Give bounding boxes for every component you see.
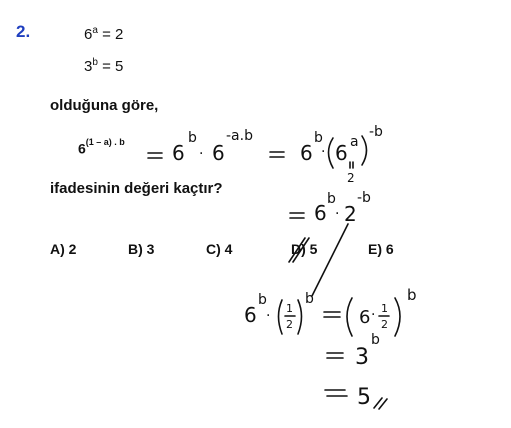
hw-exp-ab: -a.b xyxy=(226,128,253,144)
hw-6: 6 xyxy=(172,141,185,165)
answer-mark xyxy=(289,224,348,296)
hw-6d: 6 xyxy=(335,141,348,165)
hw-a: a xyxy=(350,134,359,150)
hw2-6: 6 xyxy=(314,201,327,225)
hw3-6: 6 xyxy=(244,303,257,327)
hw-b2: b xyxy=(314,130,323,146)
choice-e[interactable]: E) 6 xyxy=(368,241,394,257)
given-1-exponent: a xyxy=(92,25,98,36)
expression-base: 6 xyxy=(78,140,86,157)
hw3-dot: · xyxy=(266,308,271,324)
hw3-6b: 6 xyxy=(359,307,371,328)
given-2-exponent: b xyxy=(92,57,98,68)
handwriting-step-2 xyxy=(290,190,371,226)
hw2-b: b xyxy=(327,191,336,207)
handwriting-step-4 xyxy=(327,332,380,370)
given-1-rest: = 2 xyxy=(97,26,124,43)
hw3-den: 2 xyxy=(286,318,293,331)
hw3-b: b xyxy=(258,292,267,308)
hw2-2: 2 xyxy=(344,202,357,226)
question-stem-2: ifadesinin değeri kaçtır? xyxy=(50,180,223,197)
hw-dot2: · xyxy=(321,144,326,160)
choice-c[interactable]: C) 4 xyxy=(206,241,233,257)
hw-neg-b: -b xyxy=(369,124,383,140)
hw5-5: 5 xyxy=(357,385,371,410)
choice-d[interactable]: D) 5 xyxy=(291,241,318,257)
hw-6c: 6 xyxy=(300,141,313,165)
choice-a[interactable]: A) 2 xyxy=(50,241,77,257)
hw3-num2: 1 xyxy=(381,302,388,315)
choice-b[interactable]: B) 3 xyxy=(128,241,155,257)
given-1-base: 6 xyxy=(84,26,93,43)
handwriting-step-3 xyxy=(244,286,417,336)
hw-dot: · xyxy=(199,146,204,162)
hw-6b: 6 xyxy=(212,141,225,165)
hw-b: b xyxy=(188,130,197,146)
hw2-dot: · xyxy=(335,206,340,222)
hw2-neg-b: -b xyxy=(357,190,371,206)
handwriting-step-5 xyxy=(325,385,387,410)
handwriting-step-1 xyxy=(148,124,383,185)
hw3-dot2: · xyxy=(371,307,376,323)
hw-2-under: 2 xyxy=(347,171,355,185)
hw3-exp2: b xyxy=(407,286,417,304)
given-2-rest: = 5 xyxy=(97,58,124,75)
hw3-num: 1 xyxy=(286,302,293,315)
question-stem-1: olduğuna göre, xyxy=(50,97,159,114)
hw4-b: b xyxy=(371,332,380,348)
hw4-3: 3 xyxy=(355,345,369,370)
expression-exponent: (1 – a) . b xyxy=(85,137,125,147)
hw3-exp: b xyxy=(305,291,314,307)
given-2-base: 3 xyxy=(84,58,93,75)
question-number: 2. xyxy=(16,22,31,41)
hw3-den2: 2 xyxy=(381,318,388,331)
